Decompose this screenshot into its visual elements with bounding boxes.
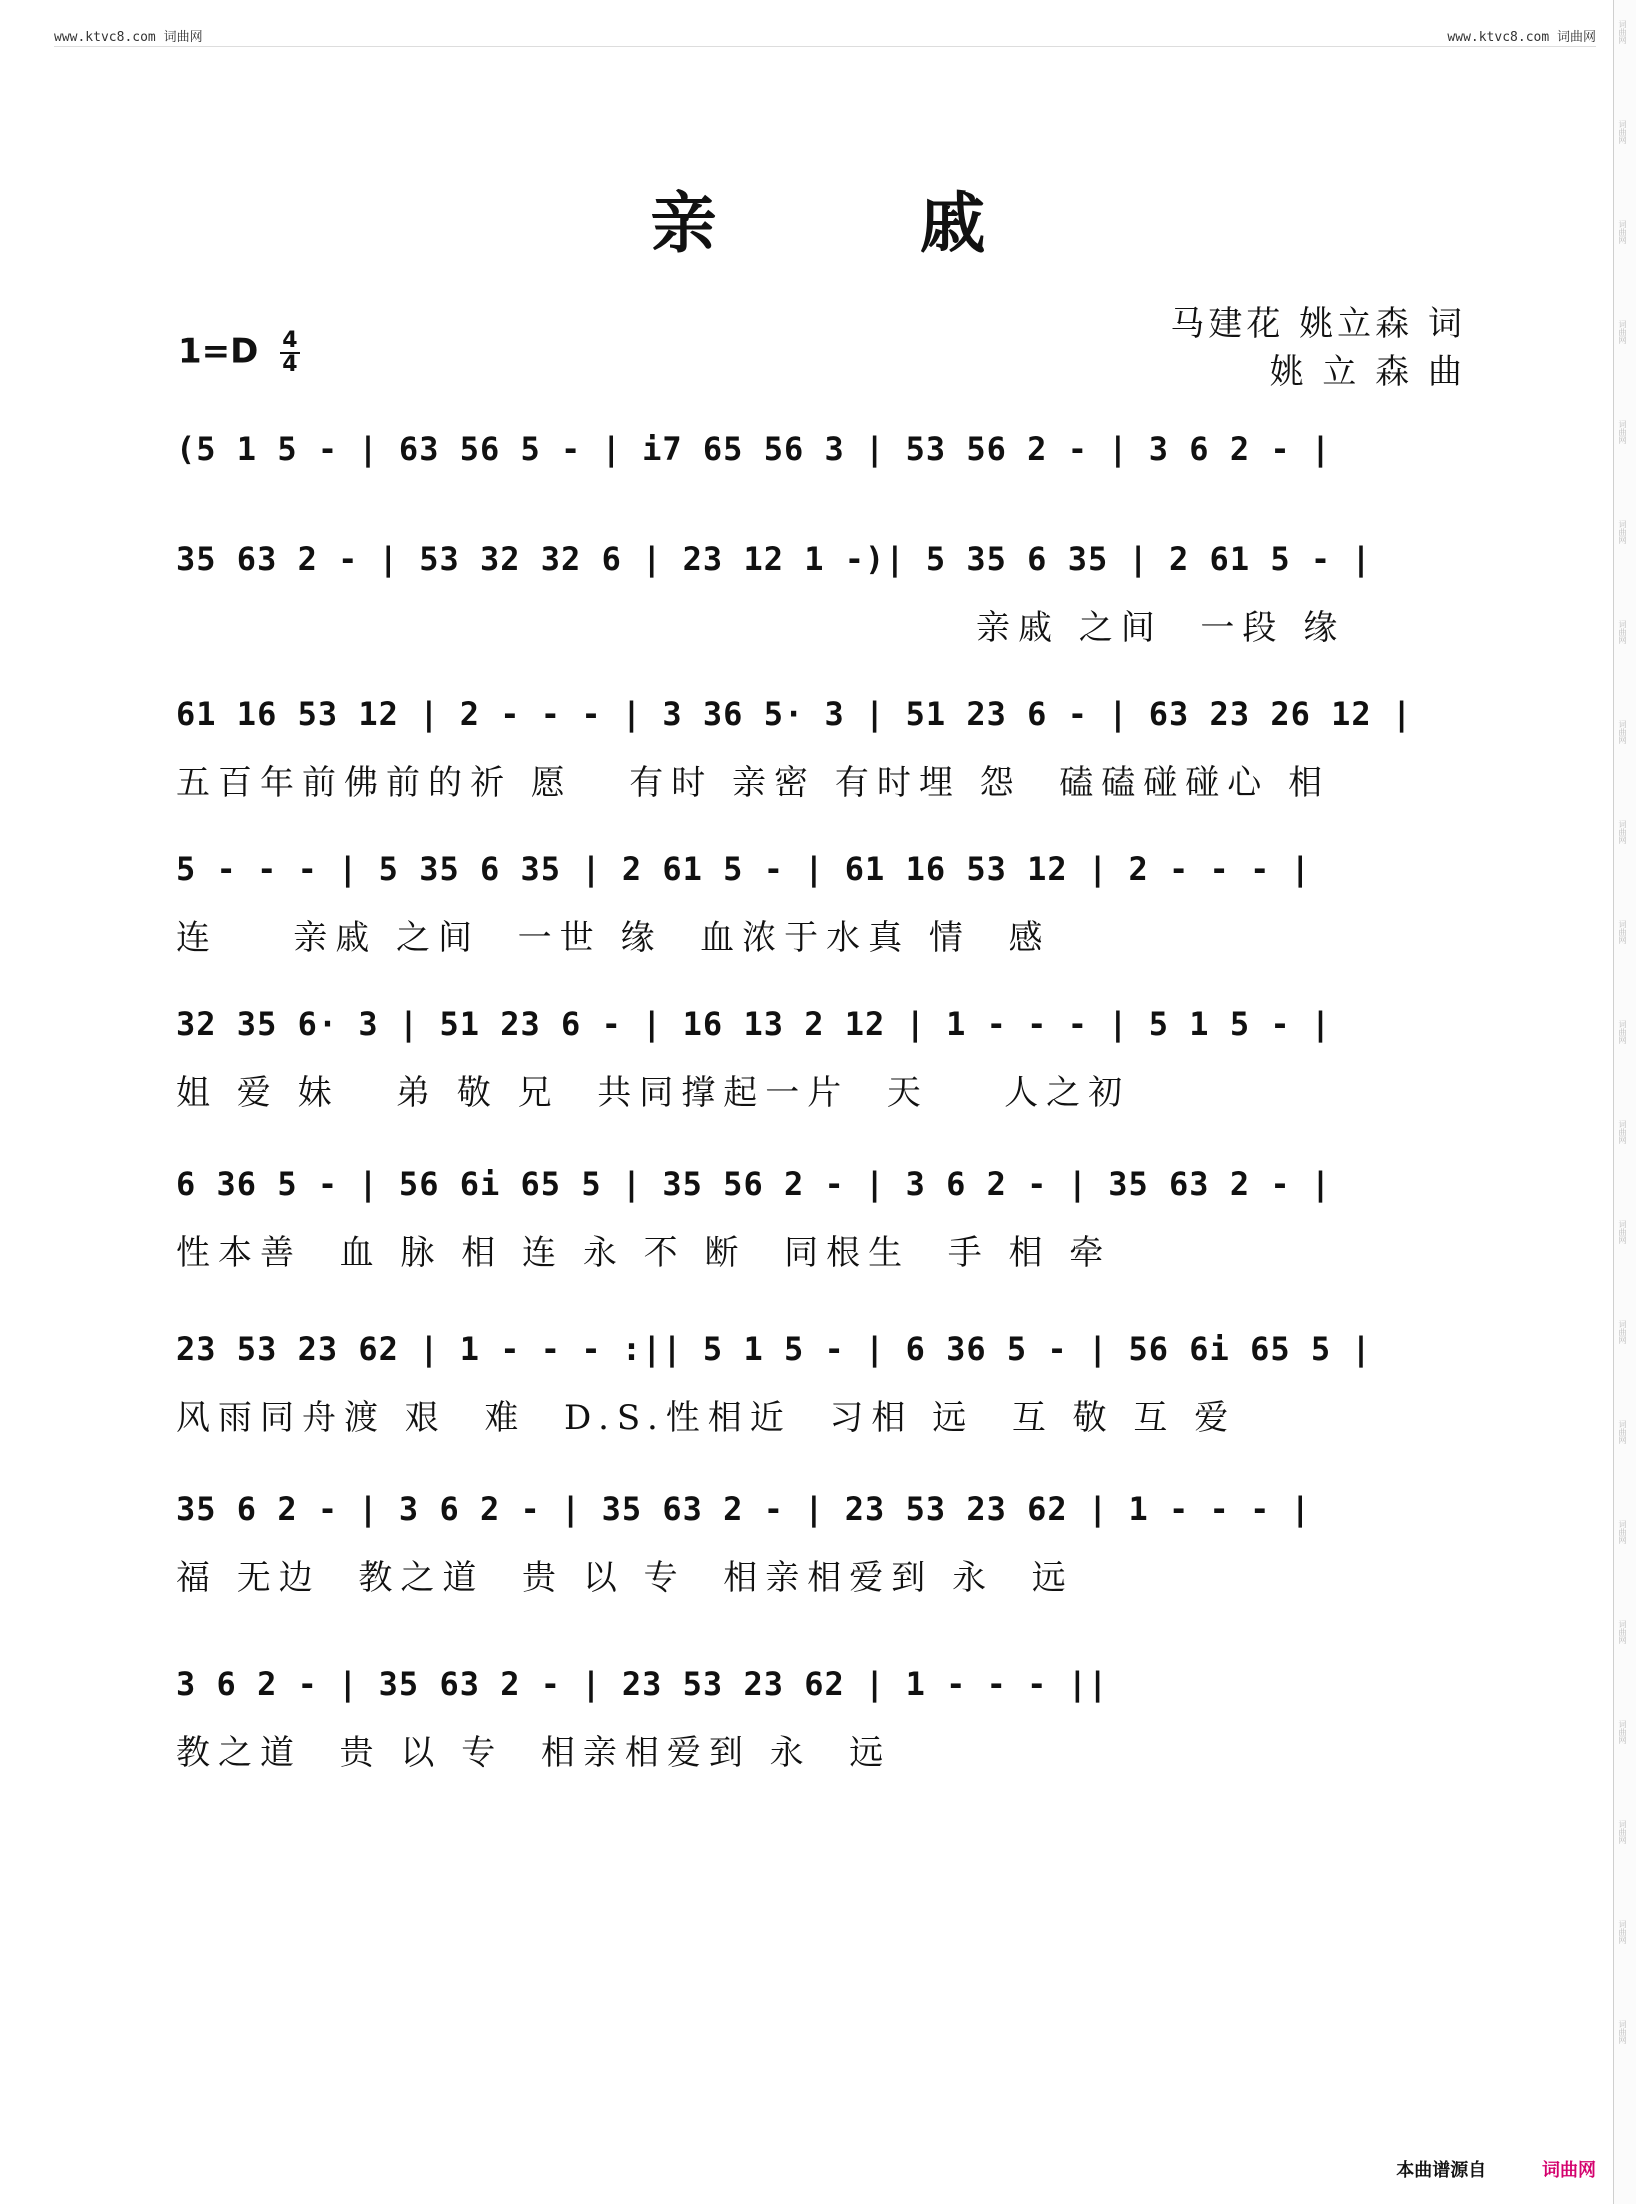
- score-line: [176, 1330, 1466, 1440]
- notation-row: 32 35 6· 3 | 51 23 6 - | 16 13 2 12 | 1 - - - | 5 1 5 - |: [176, 1005, 1332, 1043]
- score-line: [176, 540, 1466, 650]
- lyrics-row: 五百年前佛前的祈 愿 有时 亲密 有时埋 怨 磕磕碰碰心 相: [176, 763, 1331, 803]
- footer: [1396, 2156, 1596, 2182]
- footer-source: 本曲谱源自: [1396, 2160, 1487, 2181]
- header-site-right: www.ktvc8.com 词曲网: [1447, 30, 1596, 45]
- composer-credit: 姚 立 森 曲: [1269, 352, 1466, 392]
- header-rule: [54, 46, 1596, 47]
- notation-row: 5 - - - | 5 35 6 35 | 2 61 5 - | 61 16 53 12 | 2 - - - |: [176, 850, 1311, 888]
- notation-row: (5 1 5 - | 63 56 5 - | i7 65 56 3 | 53 56 2 - | 3 6 2 - |: [176, 430, 1332, 468]
- score-line: [176, 695, 1466, 805]
- lyrics-row: 亲戚 之间 一段 缘: [976, 608, 1346, 648]
- lyricist-credit: 马建花 姚立森 词: [1170, 304, 1466, 344]
- song-title: 亲 戚: [650, 184, 1076, 262]
- notation-row: 6 36 5 - | 56 6i 65 5 | 35 56 2 - | 3 6 2 - | 35 63 2 - |: [176, 1165, 1332, 1203]
- header-site-left: www.ktvc8.com 词曲网: [54, 30, 203, 45]
- credits: [1170, 300, 1466, 396]
- page-edge-strip: 词曲网 词曲网 词曲网 词曲网 词曲网 词曲网 词曲网 词曲网 词曲网 词曲网 词曲网 词曲网 词曲网 词曲网 词曲网 词曲网 词曲网 词曲网 词曲网 词曲网 词曲网: [1613, 0, 1636, 2204]
- score-line: [176, 1005, 1466, 1115]
- lyrics-row: 教之道 贵 以 专 相亲相爱到 永 远: [176, 1733, 892, 1773]
- time-signature-numerator: 4: [282, 328, 298, 353]
- footer-brand-link[interactable]: 词曲网: [1542, 2160, 1596, 2181]
- notation-row: 35 6 2 - | 3 6 2 - | 35 63 2 - | 23 53 23 62 | 1 - - - |: [176, 1490, 1311, 1528]
- lyrics-row: 连 亲戚 之间 一世 缘 血浓于水真 情 感: [176, 918, 1051, 958]
- key-signature: [178, 330, 300, 376]
- lyrics-row: [176, 490, 1466, 540]
- score-line: [176, 1665, 1466, 1775]
- time-signature: [280, 330, 299, 376]
- notation-row: 61 16 53 12 | 2 - - - | 3 36 5· 3 | 51 23 6 - | 63 23 26 12 |: [176, 695, 1413, 733]
- key-label: 1=D: [178, 331, 259, 372]
- notation-row: 23 53 23 62 | 1 - - - :|| 5 1 5 - | 6 36 5 - | 56 6i 65 5 |: [176, 1330, 1372, 1368]
- time-signature-denominator: 4: [282, 352, 298, 377]
- score-line: [176, 850, 1466, 960]
- lyrics-row: 姐 爱 妹 弟 敬 兄 共同撑起一片 天 人之初: [176, 1073, 1131, 1113]
- lyrics-row: 风雨同舟渡 艰 难 D.S.性相近 习相 远 互 敬 互 爱: [176, 1398, 1237, 1438]
- score-line: [176, 1165, 1466, 1275]
- lyrics-row: 性本善 血 脉 相 连 永 不 断 同根生 手 相 牵: [176, 1233, 1112, 1273]
- score-line: [176, 1490, 1466, 1600]
- notation-row: 3 6 2 - | 35 63 2 - | 23 53 23 62 | 1 - - - ||: [176, 1665, 1109, 1703]
- lyrics-row: 福 无边 教之道 贵 以 专 相亲相爱到 永 远: [176, 1558, 1074, 1598]
- notation-row: 35 63 2 - | 53 32 32 6 | 23 12 1 -)| 5 35 6 35 | 2 61 5 - |: [176, 540, 1372, 578]
- score-line: [176, 430, 1466, 540]
